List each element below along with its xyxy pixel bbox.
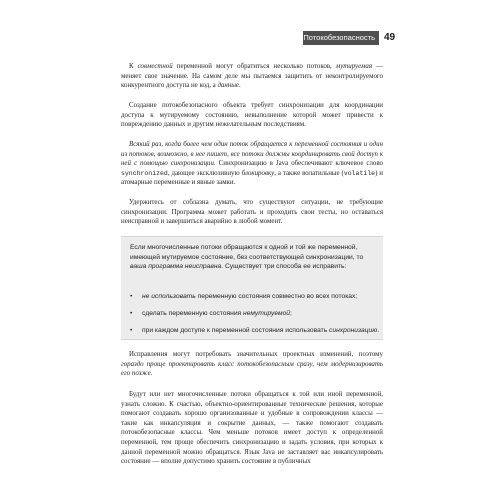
code-text: synchronized [121, 169, 168, 177]
emphasis-text: синхронизацию [329, 327, 378, 334]
list-item [130, 292, 377, 309]
list-item-text [142, 310, 292, 317]
paragraph [121, 390, 383, 467]
text-run: Если многочисленные потоки обращаются к одной и той же переменной, имеющей мутируемое состояние, без соответствующей синхронизации, то [130, 244, 364, 261]
emphasis-text: ваша программа неисправна [130, 263, 222, 271]
text-run: , дающее эксклюзивную [167, 169, 242, 177]
callout-list [130, 292, 380, 343]
text-run: при каждом доступе к переменной состояния использовать [142, 327, 330, 334]
page-number: 49 [384, 32, 396, 43]
emphasis-text: Всякий раз, когда более чем один поток обращается к переменной состояния и один из потоков, возможно, в нее пишет, все потоки должны координировать свой доступ к ней с помощью синхронизации. [121, 141, 383, 168]
emphasis-text: немутируемой [243, 310, 291, 317]
emphasis-text: гораздо проще проектировать класс потокобезопасным сразу, чем модернизировать его позже. [121, 360, 383, 378]
bullet: • [130, 327, 133, 334]
text-run: К [129, 63, 138, 70]
text-run: Будут или нет многочисленные потоки обращаться к той или иной переменной, узнать сложно. К счастью, объектно-ориентированные технические решения, которые помогают создавать хорошо организованные и удобные в сопровождении классы — такие как инкапсуляция и сокрытие данных, — также помогают создавать потокобезопасные классы. Чем меньше потоков имеет доступ к определенной переменной, тем проще обеспечить синхронизацию и задать условия, при которых к данной переменной можно обращаться. Язык Java не заставляет вас инкапсулировать состояние — вполне допустимо хранить состояние в публичных [121, 391, 383, 466]
emphasis-text: блокировку [241, 169, 275, 177]
paragraph [121, 198, 383, 227]
text-run: ) и атомарные переменные и явные замки. [121, 169, 383, 187]
list-item [130, 326, 380, 343]
paragraph [121, 62, 383, 91]
paragraph [121, 350, 383, 379]
paragraph [121, 140, 383, 188]
text-run: . [238, 82, 241, 90]
list-item [130, 309, 377, 326]
bullet: • [130, 293, 133, 300]
text-run: Исправления могут потребовать значительных проектных изменений, поэтому [129, 351, 383, 358]
running-header [303, 31, 379, 45]
list-item-text [142, 293, 357, 300]
text-run: Синхронизацию в Java обеспечивают ключевое слово [215, 160, 383, 168]
text-run: Удержитесь от соблазна думать, что существуют ситуации, не требующие синхронизации. Программа может работать и проходить свои тесты, но оставаться неисправной и завершиться аварийно в любой момент. [121, 199, 383, 226]
text-run: ; [290, 310, 292, 317]
callout-box [121, 236, 383, 340]
text-run: , а также волатильные ( [274, 169, 344, 177]
text-run: сделать переменную состояния [142, 310, 244, 317]
callout-intro [130, 243, 377, 272]
bullet: • [130, 310, 133, 317]
emphasis-text: совместной [137, 63, 173, 70]
emphasis-text: данные [217, 82, 239, 90]
text-run: . Существует три способа ее исправить: [221, 263, 347, 271]
text-run: переменной могут обратиться несколько потоков, [172, 63, 336, 70]
emphasis-text: не использовать [142, 293, 196, 300]
emphasis-text: мутируемая [335, 63, 373, 70]
text-run: переменную состояния совместно во всех потоках; [195, 293, 358, 300]
list-item-text [142, 327, 379, 334]
text-run: — меняет свое значение. На самом деле мы пытаемся защитить от неконтролируемого конкурентного доступа не код, а [121, 63, 383, 90]
code-text: volatile [343, 169, 376, 177]
section-title: Потокобезопасность [303, 33, 375, 42]
text-run: . [377, 327, 380, 334]
paragraph [121, 101, 383, 130]
text-run: Создание потокобезопасного объекта требует синхронизации для координации доступа к мутируемому состоянию, невыполнение которой может привести к повреждению данных и другим нежелательным последствиям. [121, 102, 383, 129]
